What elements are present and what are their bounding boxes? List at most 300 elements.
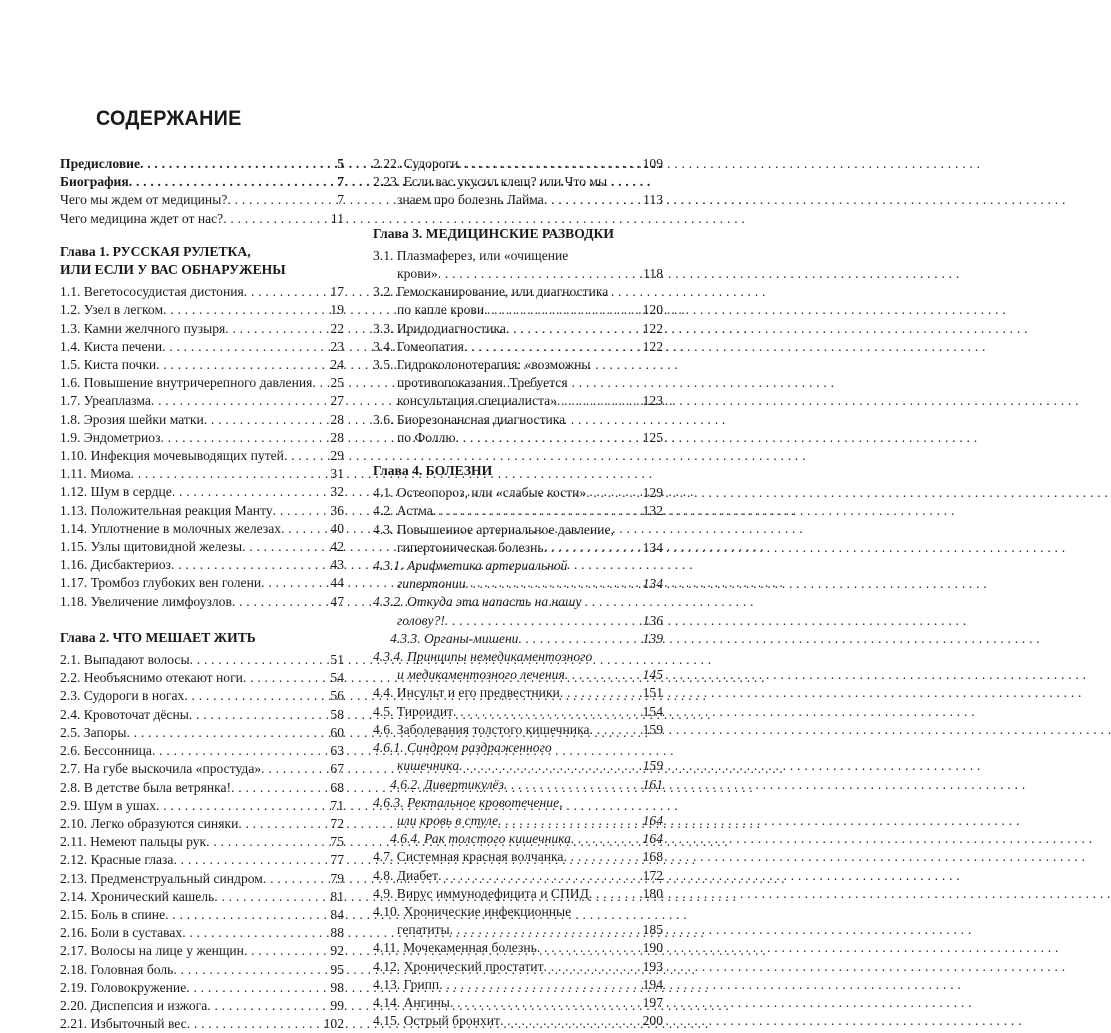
dot-leader bbox=[162, 338, 326, 356]
dot-leader bbox=[439, 976, 638, 994]
toc-entry-text: 1.4. Киста печени bbox=[60, 338, 163, 354]
toc-entry bbox=[373, 247, 663, 283]
toc-entry bbox=[60, 483, 344, 501]
toc-entry-text: 2.9. Шум в ушах bbox=[60, 797, 157, 813]
toc-entry bbox=[373, 721, 663, 739]
toc-entry-row bbox=[60, 906, 344, 924]
page-number: 197 bbox=[642, 994, 663, 1010]
toc-entry-row bbox=[60, 833, 344, 851]
toc-entry bbox=[60, 447, 344, 465]
page-number: 28 bbox=[330, 429, 344, 445]
toc-entry-row bbox=[60, 574, 344, 592]
toc-entry-row bbox=[60, 283, 344, 301]
toc-entry-row bbox=[60, 669, 344, 687]
toc-entry bbox=[373, 958, 663, 976]
page-number: 134 bbox=[642, 576, 663, 592]
toc-entry-row bbox=[373, 703, 663, 721]
dot-leader bbox=[464, 338, 639, 356]
toc-entry-text: 1.18. Увеличение лимфоузлов bbox=[60, 593, 232, 609]
page-number: 43 bbox=[330, 557, 344, 573]
toc-entry-text: 4.9. Вирус иммунодефицита и СПИД bbox=[373, 885, 589, 901]
toc-entry-row bbox=[60, 173, 344, 191]
page-number: 24 bbox=[330, 357, 344, 373]
toc-entry-text: 2.2. Необъяснимо отекают ноги bbox=[60, 670, 243, 686]
dot-leader bbox=[227, 191, 333, 209]
page-number: 185 bbox=[642, 922, 663, 938]
dot-leader bbox=[544, 958, 639, 976]
dot-leader bbox=[438, 867, 639, 885]
dot-leader bbox=[458, 155, 638, 173]
page-number: 129 bbox=[642, 485, 663, 501]
toc-entry bbox=[373, 994, 663, 1012]
toc-entry-row bbox=[373, 484, 663, 502]
toc-entry-text: Чего медицина ждет от нас? bbox=[60, 210, 224, 226]
toc-entry bbox=[60, 906, 344, 924]
dot-leader bbox=[206, 833, 326, 851]
toc-entry-row bbox=[373, 320, 663, 338]
dot-leader bbox=[244, 942, 326, 960]
dot-leader bbox=[152, 742, 326, 760]
dot-leader bbox=[173, 851, 326, 869]
toc-entry-text: голову?! bbox=[397, 612, 445, 628]
toc-entry-text: 3.4. Гомеопатия bbox=[373, 338, 464, 354]
toc-entry-text: 4.13. Грипп bbox=[373, 976, 440, 992]
toc-entry bbox=[60, 1015, 344, 1033]
page-number: 27 bbox=[330, 393, 344, 409]
toc-entry bbox=[373, 173, 663, 209]
toc-entry-row bbox=[373, 721, 663, 739]
toc-entry-text: 2.11. Немеют пальцы рук bbox=[60, 834, 207, 850]
toc-entry-text: 1.14. Уплотнение в молочных железах bbox=[60, 520, 282, 536]
page-number: 95 bbox=[330, 961, 344, 977]
toc-entry bbox=[60, 502, 344, 520]
toc-entry bbox=[373, 484, 663, 502]
dot-leader bbox=[281, 520, 326, 538]
toc-entry-text: 2.6. Бессонница bbox=[60, 743, 152, 759]
dot-leader bbox=[131, 465, 327, 483]
dot-leader bbox=[156, 797, 326, 815]
toc-entry bbox=[60, 301, 344, 319]
toc-entry-row bbox=[60, 687, 344, 705]
toc-entry bbox=[60, 556, 344, 574]
toc-entry-text: 1.10. Инфекция мочевыводящих путей bbox=[60, 448, 284, 464]
page-number: 44 bbox=[330, 575, 344, 591]
toc-entry-text: знаем про болезнь Лайма bbox=[397, 192, 544, 208]
page-number: 123 bbox=[642, 393, 663, 409]
toc-entry-text: гипертоническая болезнь bbox=[397, 539, 544, 555]
toc-entry bbox=[373, 338, 663, 356]
dot-leader bbox=[506, 320, 639, 338]
page-number: 5 bbox=[337, 156, 344, 171]
toc-entry bbox=[60, 651, 344, 669]
dot-leader bbox=[586, 484, 638, 502]
toc-entry bbox=[60, 779, 344, 797]
toc-entry-text: 1.3. Камни желчного пузыря bbox=[60, 320, 226, 336]
toc-entry bbox=[60, 210, 344, 228]
toc-entry bbox=[60, 979, 344, 997]
dot-leader bbox=[190, 651, 327, 669]
toc-entry-row bbox=[373, 1012, 663, 1030]
toc-entry-row bbox=[60, 301, 344, 319]
dot-leader bbox=[500, 1012, 639, 1030]
toc-entry bbox=[60, 797, 344, 815]
chapter-4-list bbox=[373, 484, 663, 1030]
page-number: 154 bbox=[642, 703, 663, 719]
page-number: 122 bbox=[642, 320, 663, 336]
toc-entry bbox=[60, 706, 344, 724]
toc-entry-row bbox=[60, 520, 344, 538]
toc-entry bbox=[60, 374, 344, 392]
page-number: 7 bbox=[337, 174, 344, 190]
dot-leader bbox=[273, 502, 327, 520]
chapter-2-heading: Глава 2. ЧТО МЕШАЕТ ЖИТЬ bbox=[60, 629, 256, 645]
toc-entry-row bbox=[60, 760, 344, 778]
toc-entry-text: Чего мы ждем от медицины? bbox=[60, 192, 228, 208]
dot-leader bbox=[453, 703, 639, 721]
page-number: 40 bbox=[330, 520, 344, 536]
toc-entry-row bbox=[60, 979, 344, 997]
dot-leader bbox=[187, 1015, 320, 1033]
dot-leader bbox=[126, 724, 326, 742]
dot-leader bbox=[184, 687, 326, 705]
toc-entry-text: 1.8. Эрозия шейки матки bbox=[60, 411, 204, 427]
toc-entry-line: 4.6.1. Синдром раздраженного bbox=[373, 740, 552, 756]
toc-entry-text: 2.19. Головокружение bbox=[60, 979, 187, 995]
toc-entry-text: 2.7. На губе выскочила «простуда» bbox=[60, 761, 262, 777]
toc-entry-row bbox=[60, 779, 344, 797]
page-number: 88 bbox=[330, 925, 344, 941]
toc-entry-text: 1.13. Положительная реакция Манту bbox=[60, 502, 273, 518]
toc-entry bbox=[60, 538, 344, 556]
dot-leader bbox=[563, 848, 638, 866]
page-number: 122 bbox=[642, 338, 663, 354]
toc-entry-row bbox=[60, 210, 344, 228]
toc-entry-row bbox=[60, 651, 344, 669]
toc-entry bbox=[373, 648, 663, 684]
toc-entry bbox=[373, 630, 663, 648]
toc-entry-text: гепатиты bbox=[397, 922, 450, 938]
toc-entry bbox=[60, 191, 344, 209]
dot-leader bbox=[433, 502, 639, 520]
toc-entry bbox=[373, 502, 663, 520]
toc-entry-text: 2.15. Боль в спине bbox=[60, 906, 166, 922]
page-number: 159 bbox=[642, 721, 663, 737]
toc-entry-text: 1.1. Вегетососудистая дистония bbox=[60, 284, 244, 300]
toc-entry-row bbox=[60, 556, 344, 574]
toc-entry bbox=[373, 1012, 663, 1030]
toc-entry-row bbox=[60, 429, 344, 447]
dot-leader bbox=[182, 924, 326, 942]
dot-leader bbox=[518, 630, 638, 648]
toc-entry-text: 4.12. Хронический простатит bbox=[373, 958, 544, 974]
page-number: 81 bbox=[330, 888, 344, 904]
page-title: СОДЕРЖАНИЕ bbox=[96, 107, 242, 130]
toc-entry bbox=[60, 924, 344, 942]
toc-entry bbox=[373, 703, 663, 721]
toc-entry-text: 4.7. Системная красная волчанка bbox=[373, 849, 564, 865]
toc-entry-text: 4.6.4. Рак толстого кишечника bbox=[390, 831, 571, 847]
page-number: 22 bbox=[330, 320, 344, 336]
toc-entry-text: 2.21. Избыточный вес bbox=[60, 1016, 187, 1032]
dot-leader bbox=[172, 483, 327, 501]
dot-leader bbox=[189, 706, 327, 724]
dot-leader bbox=[207, 997, 326, 1015]
toc-entry-text: 2.18. Головная боль bbox=[60, 961, 174, 977]
page-number: 56 bbox=[330, 688, 344, 704]
dot-leader bbox=[204, 411, 327, 429]
chapter-2-list bbox=[60, 651, 344, 1033]
page-number: 159 bbox=[642, 758, 663, 774]
dot-leader bbox=[504, 776, 639, 794]
toc-entry-text: 4.6.2. Дивертикулёз bbox=[390, 776, 504, 792]
page-number: 125 bbox=[642, 429, 663, 445]
toc-entry-row bbox=[373, 429, 663, 447]
toc-entry-text: 4.14. Ангины bbox=[373, 994, 450, 1010]
toc-entry-line: 2.23. Если вас укусил клещ? или Что мы bbox=[373, 174, 608, 190]
toc-entry-text: Предисловие bbox=[60, 156, 141, 171]
page-number: 139 bbox=[642, 630, 663, 646]
toc-entry-row bbox=[60, 706, 344, 724]
dot-leader bbox=[571, 830, 639, 848]
dot-leader bbox=[243, 669, 326, 687]
toc-entry-row bbox=[373, 612, 663, 630]
dot-leader bbox=[284, 447, 326, 465]
toc-entry bbox=[60, 961, 344, 979]
toc-entry-row bbox=[373, 885, 663, 903]
page-number: 51 bbox=[330, 652, 344, 668]
toc-entry-row bbox=[60, 502, 344, 520]
page-number: 193 bbox=[642, 958, 663, 974]
page-number: 120 bbox=[642, 302, 663, 318]
toc-entry-row bbox=[373, 265, 663, 283]
dot-leader bbox=[450, 994, 639, 1012]
page-number: 113 bbox=[643, 192, 663, 208]
dot-leader bbox=[544, 539, 639, 557]
page-number: 71 bbox=[330, 797, 344, 813]
page-number: 92 bbox=[330, 943, 344, 959]
toc-entry-row bbox=[373, 392, 663, 410]
toc-entry-text: 4.4. Инсульт и его предвестники bbox=[373, 685, 560, 701]
toc-entry-text: по Фоллю bbox=[397, 429, 456, 445]
dot-leader bbox=[565, 666, 639, 684]
toc-entry-text: 2.22. Судороги bbox=[373, 156, 459, 171]
toc-entry bbox=[60, 833, 344, 851]
dot-leader bbox=[450, 921, 639, 939]
page-number: 136 bbox=[642, 612, 663, 628]
page-number: 42 bbox=[330, 539, 344, 555]
toc-entry bbox=[60, 520, 344, 538]
toc-entry-row bbox=[60, 797, 344, 815]
page-number: 194 bbox=[642, 976, 663, 992]
dot-leader bbox=[238, 815, 326, 833]
toc-entry-row bbox=[60, 742, 344, 760]
toc-entry-line: 3.6. Биорезонансная диагностика bbox=[373, 411, 566, 427]
dot-leader bbox=[165, 906, 326, 924]
toc-entry-text: 4.8. Диабет bbox=[373, 867, 439, 883]
dot-leader bbox=[263, 870, 326, 888]
toc-entry-row bbox=[373, 575, 663, 593]
toc-entry-row bbox=[60, 870, 344, 888]
toc-entry-row bbox=[60, 997, 344, 1015]
toc-entry-text: гипертонии bbox=[397, 576, 466, 592]
toc-entry-text: или кровь в стуле bbox=[397, 812, 499, 828]
toc-entry-row bbox=[390, 830, 663, 848]
dot-leader bbox=[312, 374, 326, 392]
toc-entry-row bbox=[373, 939, 663, 957]
toc-entry bbox=[60, 283, 344, 301]
toc-entry-row bbox=[60, 356, 344, 374]
toc-entry bbox=[373, 976, 663, 994]
page-number: 58 bbox=[330, 706, 344, 722]
toc-entry-text: 4.5. Тироидит bbox=[373, 703, 454, 719]
page-number: 67 bbox=[330, 761, 344, 777]
page-number: 200 bbox=[642, 1013, 663, 1029]
toc-entry bbox=[373, 776, 663, 794]
page-number: 7 bbox=[337, 192, 344, 208]
dot-leader bbox=[163, 301, 326, 319]
toc-entry bbox=[60, 338, 344, 356]
toc-entry-row bbox=[373, 502, 663, 520]
dot-leader bbox=[242, 538, 326, 556]
toc-entry-row bbox=[373, 191, 663, 209]
dot-leader bbox=[232, 593, 327, 611]
dot-leader bbox=[140, 155, 333, 173]
toc-entry-text: 4.6. Заболевания толстого кишечника bbox=[373, 721, 590, 737]
toc-entry-text: 4.3.3. Органы-мишени bbox=[390, 630, 519, 646]
toc-entry-row bbox=[373, 848, 663, 866]
toc-entry-row bbox=[60, 465, 344, 483]
toc-entry bbox=[60, 320, 344, 338]
toc-entry-row bbox=[60, 392, 344, 410]
toc-entry bbox=[60, 465, 344, 483]
toc-entry-row bbox=[373, 867, 663, 885]
chapter-2-continued-list bbox=[373, 155, 663, 210]
toc-entry-row bbox=[60, 374, 344, 392]
toc-entry-line: 4.10. Хронические инфекционные bbox=[373, 903, 572, 919]
toc-entry bbox=[60, 356, 344, 374]
toc-entry bbox=[373, 848, 663, 866]
page-number: 134 bbox=[642, 539, 663, 555]
dot-leader bbox=[484, 301, 639, 319]
dot-leader bbox=[160, 429, 326, 447]
toc-entry-text: и медикаментозного лечения bbox=[397, 667, 565, 683]
chapter-3-list bbox=[373, 247, 663, 447]
chapter-1-list bbox=[60, 283, 344, 611]
dot-leader bbox=[186, 979, 326, 997]
toc-entry-text: 1.11. Миома bbox=[60, 466, 131, 482]
toc-entry bbox=[60, 815, 344, 833]
dot-leader bbox=[466, 575, 639, 593]
toc-entry-text: 2.16. Боли в суставах bbox=[60, 925, 183, 941]
chapter-1-heading bbox=[60, 243, 344, 279]
page-number: 180 bbox=[642, 885, 663, 901]
dot-leader bbox=[151, 392, 327, 410]
chapter-1-title-line2: ИЛИ ЕСЛИ У ВАС ОБНАРУЖЕНЫ bbox=[60, 262, 286, 278]
toc-entry bbox=[373, 867, 663, 885]
toc-entry-line: 3.1. Плазмаферез, или «очищение bbox=[373, 247, 569, 263]
page-number: 77 bbox=[330, 852, 344, 868]
toc-entry-row bbox=[60, 538, 344, 556]
toc-entry-row bbox=[373, 539, 663, 557]
toc-entry-text: 2.8. В детстве была ветрянка! bbox=[60, 779, 232, 795]
toc-entry-line: 3.2. Гемосканирование, или диагностика bbox=[373, 284, 609, 300]
toc-entry bbox=[373, 411, 663, 447]
toc-entry-row bbox=[60, 961, 344, 979]
toc-entry-text: Биография bbox=[60, 174, 129, 190]
toc-entry-row bbox=[373, 666, 663, 684]
dot-leader bbox=[214, 888, 326, 906]
toc-entry-text: 2.1. Выпадают волосы bbox=[60, 652, 190, 668]
page-number: 118 bbox=[643, 266, 663, 282]
toc-entry bbox=[60, 742, 344, 760]
toc-entry-text: 2.3. Судороги в ногах bbox=[60, 688, 185, 704]
toc-entry-row bbox=[60, 851, 344, 869]
toc-entry bbox=[373, 557, 663, 593]
toc-entry-text: 1.9. Эндометриоз bbox=[60, 429, 161, 445]
toc-entry-text: 2.12. Красные глаза bbox=[60, 852, 174, 868]
chapter-4-heading: Глава 4. БОЛЕЗНИ bbox=[373, 463, 493, 479]
dot-leader bbox=[537, 939, 639, 957]
dot-leader bbox=[557, 392, 639, 410]
dot-leader bbox=[173, 961, 326, 979]
toc-entry bbox=[373, 939, 663, 957]
toc-entry bbox=[373, 684, 663, 702]
page-number: 60 bbox=[330, 724, 344, 740]
toc-entry-row bbox=[373, 338, 663, 356]
dot-leader bbox=[225, 320, 326, 338]
page-number: 54 bbox=[330, 670, 344, 686]
page-number: 68 bbox=[330, 779, 344, 795]
page-number: 23 bbox=[330, 338, 344, 354]
dot-leader bbox=[590, 721, 639, 739]
toc-entry-text: 2.13. Предменструальный синдром bbox=[60, 870, 263, 886]
toc-entry bbox=[60, 870, 344, 888]
toc-entry bbox=[373, 521, 663, 557]
toc-entry-row bbox=[390, 630, 663, 648]
toc-entry-text: 2.10. Легко образуются синяки bbox=[60, 815, 239, 831]
toc-entry bbox=[60, 851, 344, 869]
toc-entry-text: 3.3. Иридодиагностика bbox=[373, 320, 506, 336]
dot-leader bbox=[459, 757, 638, 775]
toc-entry-text: 1.12. Шум в сердце bbox=[60, 484, 172, 500]
toc-entry-row bbox=[373, 921, 663, 939]
toc-entry-text: 2.14. Хронический кашель bbox=[60, 888, 215, 904]
page-number: 164 bbox=[642, 812, 663, 828]
page-number: 32 bbox=[330, 484, 344, 500]
toc-entry bbox=[60, 997, 344, 1015]
page-number: 36 bbox=[330, 502, 344, 518]
toc-entry-line: противопоказания. Требуется bbox=[397, 375, 568, 391]
dot-leader bbox=[438, 265, 639, 283]
toc-entry-row bbox=[373, 684, 663, 702]
dot-leader bbox=[498, 812, 638, 830]
toc-entry bbox=[60, 687, 344, 705]
toc-entry bbox=[60, 392, 344, 410]
dot-leader bbox=[589, 885, 639, 903]
toc-entry-text: 1.15. Узлы щитовидной железы bbox=[60, 539, 243, 555]
page-number: 75 bbox=[330, 834, 344, 850]
toc-entry bbox=[60, 760, 344, 778]
toc-entry bbox=[373, 830, 663, 848]
toc-entry-row bbox=[60, 338, 344, 356]
intro-section bbox=[60, 155, 344, 228]
toc-entry bbox=[373, 794, 663, 830]
page-number: 99 bbox=[330, 997, 344, 1013]
toc-entry bbox=[373, 739, 663, 775]
page-number: 31 bbox=[330, 466, 344, 482]
page-number: 79 bbox=[330, 870, 344, 886]
toc-entry-row bbox=[60, 320, 344, 338]
